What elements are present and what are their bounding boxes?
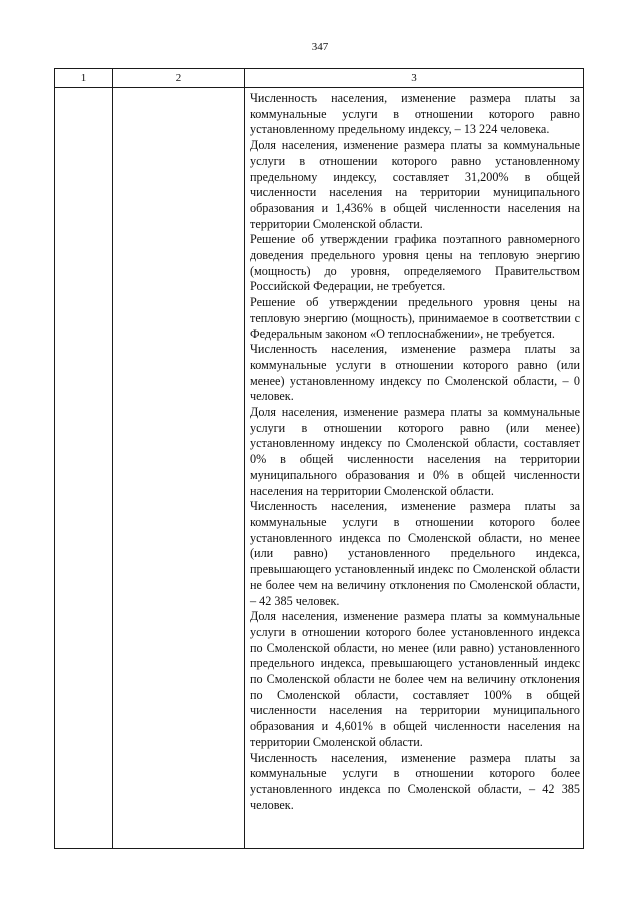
cell-column-3: [245, 88, 584, 849]
document-table: [54, 68, 584, 849]
paragraph-price-level-decision: Решение об утверждении предельного уровня цены на тепловую энергию (мощность), принимаемое в соответствии с Федеральным законом «О теплоснабжении», не требуется.: [250, 295, 580, 341]
column-header-2: 2: [113, 69, 245, 88]
paragraph-share-between-indexes: Доля населения, изменение размера платы за коммунальные услуги в отношении которого более установленного индекса по Смоленской области, но менее (или равно) установленного предельного индекса, превышающего установленный индекс по Смоленской области не более чем на величину отклонения по Смоленской области, составляет 100% в общей численности населения на территории муниципального образования и 4,601% в общей численности населения на территории Смоленской области.: [250, 609, 580, 749]
paragraph-schedule-decision: Решение об утверждении графика поэтапного равномерного доведения предельного уровня цены на тепловую энергию (мощность) до уровня, определяемого Правительством Российской Федерации, не требуется.: [250, 232, 580, 294]
cell-column-2: [113, 88, 245, 849]
cell-text-block: [245, 88, 583, 813]
paragraph-population-below-index: Численность населения, изменение размера платы за коммунальные услуги в отношении которого равно (или менее) установленному индексу по Смоленской области, – 0 человек.: [250, 342, 580, 404]
paragraph-population-between-indexes: Численность населения, изменение размера платы за коммунальные услуги в отношении которого более установленного индекса по Смоленской области, но менее (или равно) установленного предельного индекса, превышающего установленный индекс по Смоленской области не более чем на величину отклонения по Смоленской области, – 42 385 человек.: [250, 499, 580, 608]
table-row: [55, 88, 584, 849]
cell-column-1: [55, 88, 113, 849]
table-header-row: [55, 69, 584, 88]
paragraph-share-below-index: Доля населения, изменение размера платы за коммунальные услуги в отношении которого равно (или менее) установленному индексу по Смоленской области, составляет 0% в общей численности населения на территории муниципального образования и 0% в общей численности населения на территории Смоленской области.: [250, 405, 580, 498]
page-number: 347: [311, 41, 329, 53]
paragraph-population-equal-limit: Численность населения, изменение размера платы за коммунальные услуги в отношении которого равно установленному предельному индексу, – 13 224 человека.: [250, 91, 580, 137]
paragraph-population-above-index: Численность населения, изменение размера платы за коммунальные услуги в отношении которого более установленного индекса по Смоленской области, – 42 385 человек.: [250, 750, 580, 812]
column-header-3: 3: [245, 69, 584, 88]
paragraph-share-equal-limit: Доля населения, изменение размера платы за коммунальные услуги в отношении которого равно установленному предельному индексу, составляет 31,200% в общей численности населения на территории муниципального образования и 1,436% в общей численности населения на территории Смоленской области.: [250, 138, 580, 231]
column-header-1: 1: [55, 69, 113, 88]
